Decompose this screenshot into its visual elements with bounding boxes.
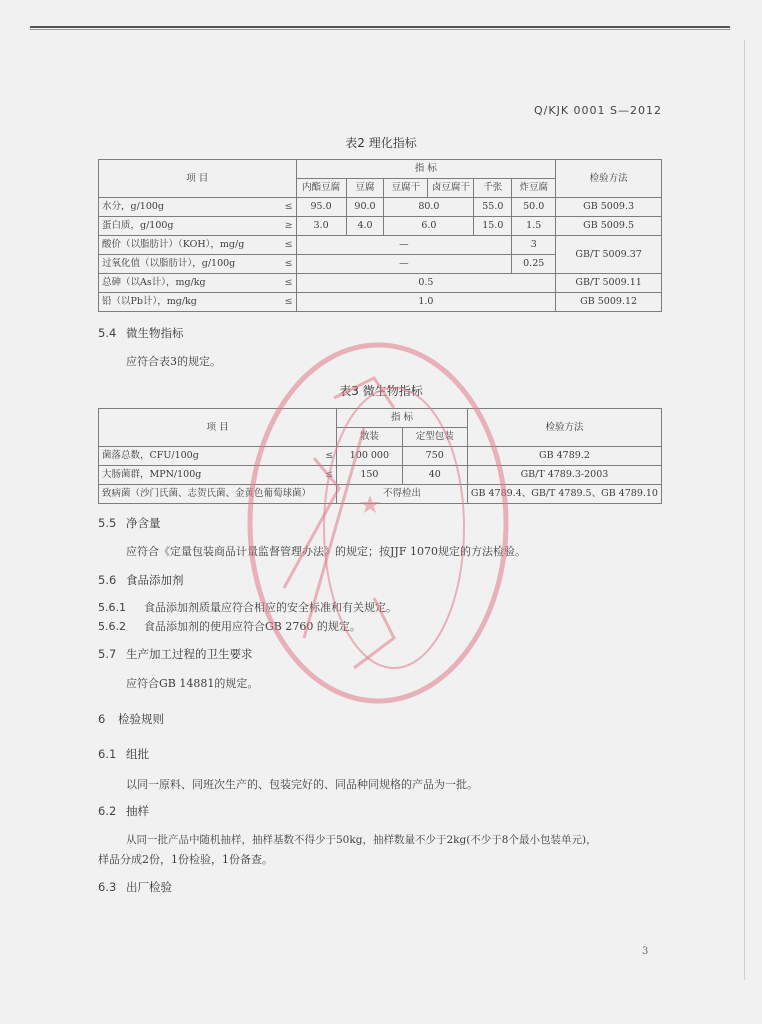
table2-method-cell: GB 5009.12 — [556, 293, 662, 312]
section-5-5-text: 应符合《定量包装商品计量监督管理办法》的规定；按JJF 1070规定的方法检验。 — [126, 545, 526, 558]
table3-cell: 40 — [402, 466, 467, 485]
table2-cell: 15.0 — [474, 217, 512, 236]
table3-item-cell: 菌落总数，CFU/100g ≤ — [99, 447, 337, 466]
table2-cell: — — [296, 236, 512, 255]
table2-cell: 90.0 — [346, 198, 384, 217]
standard-code: Q/KJK 0001 S—2012 — [534, 104, 662, 117]
table-row — [99, 466, 662, 485]
table3-header-item: 项 目 — [99, 409, 337, 447]
table2-subcol: 豆腐 — [346, 179, 384, 198]
table2-cell: 55.0 — [474, 198, 512, 217]
table2-subcol: 卤豆腐干 — [428, 179, 474, 198]
table2-cell: 6.0 — [384, 217, 474, 236]
table2-caption: 表2 理化指标 — [345, 136, 417, 150]
section-6-2-heading: 6.2 抽样 — [98, 804, 149, 818]
section-6-1-text: 以同一原料、同班次生产的、包装完好的、同品种同规格的产品为一批。 — [126, 778, 478, 791]
table-row — [99, 447, 662, 466]
section-5-4-text: 应符合表3的规定。 — [126, 355, 221, 368]
section-5-7-heading: 5.7 生产加工过程的卫生要求 — [98, 647, 253, 661]
section-6-heading: 6 检验规则 — [98, 712, 164, 726]
section-5-5-heading: 5.5 净含量 — [98, 516, 161, 530]
table3-subcol: 定型包装 — [402, 428, 467, 447]
table3-cell: 150 — [337, 466, 402, 485]
table3-cell: 100 000 — [337, 447, 402, 466]
table2-item-cell: 蛋白质，g/100g ≥ — [99, 217, 297, 236]
section-6-2-text-line1: 从同一批产品中随机抽样，抽样基数不得少于50kg，抽样数量不少于2kg(不少于8个最小包装单元)， — [126, 834, 597, 846]
table2-cell: 3 — [512, 236, 556, 255]
table2 — [98, 159, 662, 312]
table-row — [99, 198, 662, 217]
table2-subcol: 炸豆腐 — [512, 179, 556, 198]
table2-subcol: 千张 — [474, 179, 512, 198]
table2-cell: 1.5 — [512, 217, 556, 236]
table2-cell: 0.5 — [296, 274, 556, 293]
table-row — [99, 293, 662, 312]
section-5-7-text: 应符合GB 14881的规定。 — [126, 677, 259, 690]
section-5-6-2-text: 5.6.2 食品添加剂的使用应符合GB 2760 的规定。 — [98, 620, 361, 633]
table2-item-cell: 总砷（以As计），mg/kg ≤ — [99, 274, 297, 293]
table2-item-cell: 铅（以Pb计），mg/kg ≤ — [99, 293, 297, 312]
table2-subcol: 豆腐干 — [384, 179, 428, 198]
table3-method-cell: GB/T 4789.3-2003 — [467, 466, 661, 485]
table3-header-index: 指 标 — [337, 409, 468, 428]
section-6-3-heading: 6.3 出厂检验 — [98, 880, 172, 894]
page-edge-line — [744, 40, 745, 980]
table2-cell: 0.25 — [512, 255, 556, 274]
section-5-6-1-text: 5.6.1 食品添加剂质量应符合相应的安全标准和有关规定。 — [98, 601, 397, 614]
table2-header-index: 指 标 — [296, 160, 556, 179]
table2-item-cell: 酸价（以脂肪计）（KOH），mg/g ≤ — [99, 236, 297, 255]
table3-cell: 不得检出 — [337, 485, 468, 504]
table2-method-cell: GB/T 5009.37 — [556, 236, 662, 274]
table2-cell: 80.0 — [384, 198, 474, 217]
section-6-1-heading: 6.1 组批 — [98, 747, 149, 761]
table3-subcol: 散装 — [337, 428, 402, 447]
page-number: 3 — [642, 946, 649, 957]
section-6-2-text-line2: 样品分成2份，1份检验，1份备查。 — [98, 853, 273, 866]
table3-header-method: 检验方法 — [467, 409, 661, 447]
table-row — [99, 485, 662, 504]
section-5-6-heading: 5.6 食品添加剂 — [98, 573, 184, 587]
table3-method-cell: GB 4789.4、GB/T 4789.5、GB 4789.10 — [467, 485, 661, 504]
table2-method-cell: GB/T 5009.11 — [556, 274, 662, 293]
table-row — [99, 217, 662, 236]
table2-header-item: 项 目 — [99, 160, 297, 198]
section-5-4-heading: 5.4 微生物指标 — [98, 326, 184, 340]
table3-item-cell: 大肠菌群，MPN/100g ≤ — [99, 466, 337, 485]
table2-item-cell: 过氧化值（以脂肪计），g/100g ≤ — [99, 255, 297, 274]
table2-method-cell: GB 5009.5 — [556, 217, 662, 236]
table2-cell: 3.0 — [296, 217, 346, 236]
table3-method-cell: GB 4789.2 — [467, 447, 661, 466]
table3-caption: 表3 微生物指标 — [339, 384, 423, 398]
table2-cell: — — [296, 255, 512, 274]
table2-cell: 95.0 — [296, 198, 346, 217]
table2-subcol: 内酯豆腐 — [296, 179, 346, 198]
table2-method-cell: GB 5009.3 — [556, 198, 662, 217]
table2-cell: 4.0 — [346, 217, 384, 236]
table3-cell: 750 — [402, 447, 467, 466]
header-rule — [30, 26, 730, 28]
header-rule-thin — [30, 29, 730, 30]
table-row — [99, 274, 662, 293]
table3-item-cell: 致病菌（沙门氏菌、志贺氏菌、金黄色葡萄球菌） — [99, 485, 337, 504]
table2-header-method: 检验方法 — [556, 160, 662, 198]
table2-cell: 50.0 — [512, 198, 556, 217]
table2-item-cell: 水分，g/100g ≤ — [99, 198, 297, 217]
table2-cell: 1.0 — [296, 293, 556, 312]
table3 — [98, 408, 662, 504]
table-row — [99, 236, 662, 255]
